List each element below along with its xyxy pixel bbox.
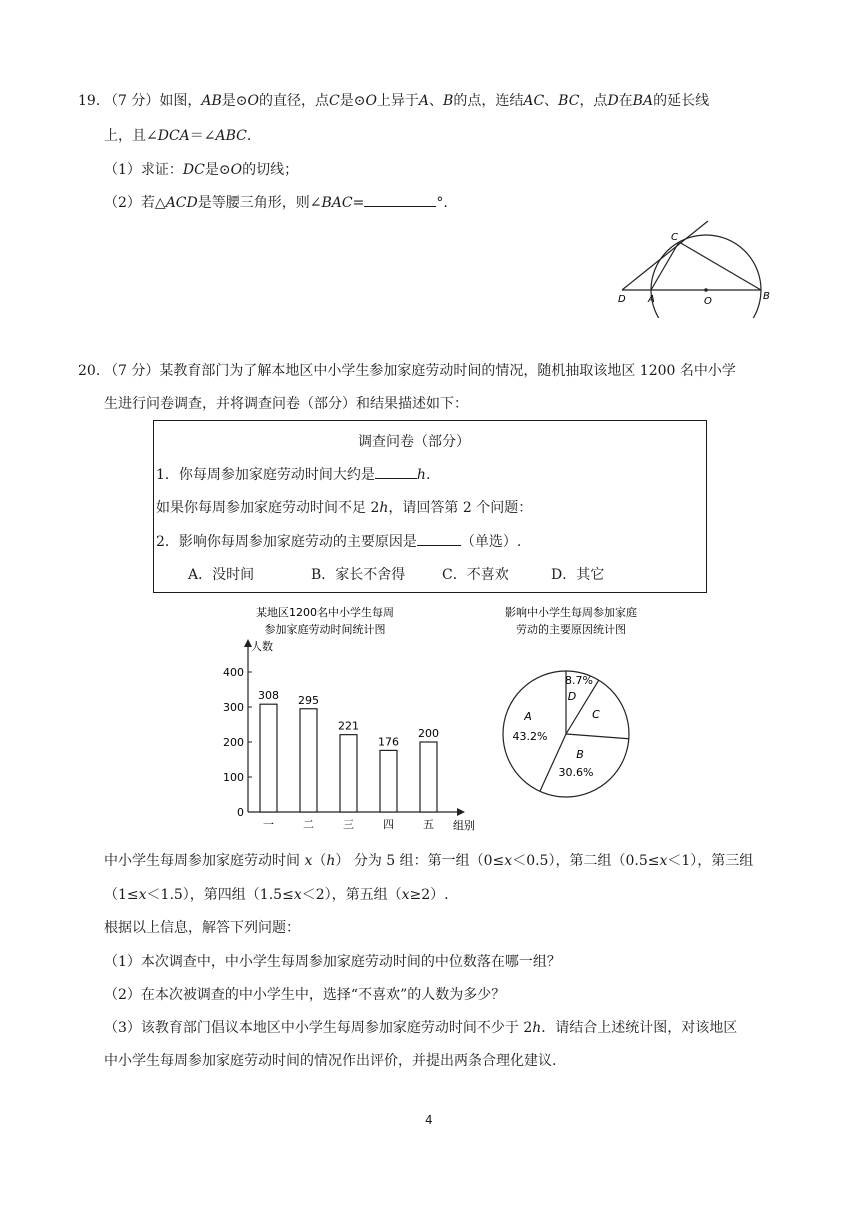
x-axis-arrow — [457, 808, 465, 816]
instructions: 根据以上信息，解答下列问题： — [104, 920, 300, 936]
survey-condition: 如果你每周参加家庭劳动时间不足 2h，请回答第 2 个问题： — [156, 500, 533, 516]
x-tick-label: 五 — [423, 818, 434, 831]
survey-option-d: D．其它 — [551, 567, 605, 583]
bar-value-label: 308 — [258, 689, 279, 703]
grouping-line2: （1≤x＜1.5），第四组（1.5≤x＜2），第五组（x≥2）. — [104, 887, 449, 903]
q19-geometry-figure — [610, 218, 780, 318]
survey-option-b: B．家长不舍得 — [311, 567, 406, 583]
bar — [260, 704, 277, 812]
bar — [300, 709, 317, 812]
center-point — [704, 288, 708, 292]
x-tick-label: 四 — [383, 818, 394, 831]
page-number: 4 — [425, 1113, 433, 1127]
bar-chart — [215, 600, 490, 835]
q20-sub1: （1）本次调查中，中小学生每周参加家庭劳动时间的中位数落在哪一组？ — [104, 954, 561, 970]
bar — [420, 742, 437, 812]
q19-part2: （2）若△ACD是等腰三角形，则∠BAC= °. — [104, 195, 448, 211]
y-tick-label: 300 — [223, 701, 244, 714]
x-tick-label: 三 — [343, 818, 354, 831]
answer-blank — [364, 206, 436, 207]
pie-slice-value: 43.2% — [512, 730, 548, 743]
bar — [380, 750, 397, 812]
q20-stem-line2: 生进行问卷调查，并将调查问卷（部分）和结果描述如下： — [104, 396, 468, 412]
bar-chart-xlabel: 组别 — [453, 819, 475, 832]
bar-chart-title-line2: 参加家庭劳动时间统计图 — [264, 623, 386, 636]
grouping-line1: 中小学生每周参加家庭劳动时间 x（h） 分为 5 组：第一组（0≤x＜0.5），第二组（0.5≤x＜1），第三组 — [104, 853, 754, 869]
bar-value-label: 200 — [418, 727, 439, 740]
pie-slice-label: A — [524, 710, 532, 723]
pie-slice-label: C — [592, 708, 600, 721]
x-tick-label: 一 — [263, 818, 274, 831]
pie-slice-value: 30.6% — [558, 766, 594, 779]
bar-value-label: 295 — [298, 693, 319, 707]
q20-number: 20. — [78, 363, 101, 379]
pie-slice-label: B — [576, 748, 584, 761]
y-tick-label: 100 — [223, 771, 244, 784]
label-a: A — [648, 294, 655, 305]
survey-option-a: A．没时间 — [188, 567, 255, 583]
q19-part1: （1）求证：DC是⊙O的切线； — [104, 162, 299, 178]
bar-chart-title-line1: 某地区1200名中小学生每周 — [256, 606, 394, 619]
pie-slice-value: 8.7% — [565, 674, 593, 687]
survey-q2: 2．影响你每周参加家庭劳动的主要原因是 （单选）. — [156, 534, 522, 550]
label-d: D — [618, 294, 626, 305]
q20-stem-line1: （7 分）某教育部门为了解本地区中小学生参加家庭劳动时间的情况，随机抽取该地区 1200 名中小学 — [104, 363, 736, 379]
pie-slice-label: D — [567, 690, 577, 703]
pie-chart-title-line1: 影响中小学生每周参加家庭 — [505, 606, 637, 619]
pie-chart — [495, 600, 645, 835]
pie-chart-title-line2: 劳动的主要原因统计图 — [516, 623, 626, 636]
y-tick-label: 400 — [223, 666, 244, 679]
survey-title: 调查问卷（部分） — [358, 434, 470, 450]
x-tick-label: 二 — [303, 818, 314, 831]
label-b: B — [763, 291, 770, 302]
q20-sub2: （2）在本次被调查的中小学生中，选择“不喜欢”的人数为多少？ — [104, 987, 506, 1003]
survey-q1: 1．你每周参加家庭劳动时间大约是 h. — [156, 467, 431, 483]
survey-option-c: C．不喜欢 — [442, 567, 509, 583]
q19-stem-line2: 上，且∠DCA＝∠ABC. — [104, 128, 252, 144]
q20-sub3: （3）该教育部门倡议本地区中小学生每周参加家庭劳动时间不少于 2h．请结合上述统计图，对该地区 — [104, 1020, 738, 1036]
q19-number: 19. — [78, 93, 101, 109]
bar-chart-ylabel: 人数 — [251, 640, 273, 653]
label-c: C — [671, 232, 678, 243]
tangent-line — [622, 221, 708, 290]
y-tick-label: 0 — [237, 806, 244, 819]
segment-ac — [651, 242, 679, 290]
label-o: O — [704, 296, 712, 307]
bar-value-label: 221 — [338, 719, 359, 733]
segment-bc — [679, 242, 761, 290]
bar — [340, 735, 357, 812]
q19-stem-line1: （7 分）如图，AB是⊙O的直径，点C是⊙O上异于A、B的点，连结AC、BC，点D在BA的延长线 — [104, 93, 710, 109]
bar-value-label: 176 — [378, 735, 399, 749]
q20-sub3-continued: 中小学生每周参加家庭劳动时间的情况作出评价，并提出两条合理化建议. — [104, 1053, 557, 1069]
y-tick-label: 200 — [223, 736, 244, 749]
